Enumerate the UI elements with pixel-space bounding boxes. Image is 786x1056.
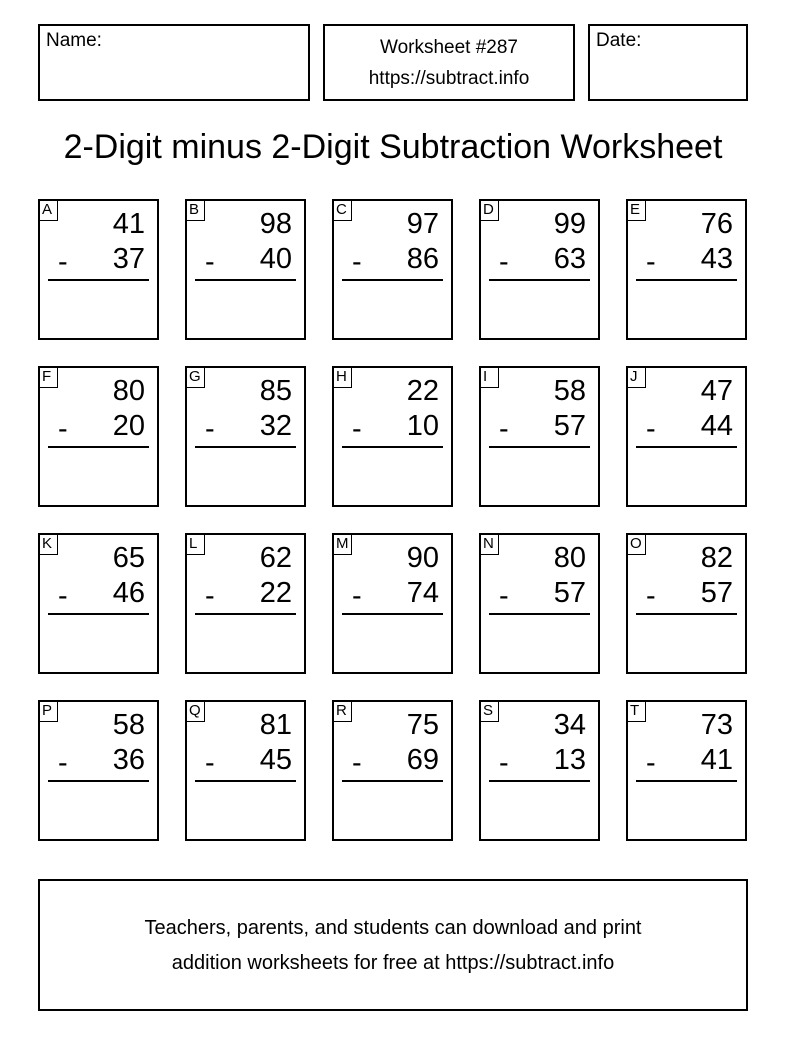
problem-card[interactable] [38, 533, 159, 674]
minuend: 47 [700, 375, 733, 407]
problem-card[interactable] [479, 533, 600, 674]
problem-card[interactable] [185, 366, 306, 507]
subtrahend: 20 [112, 410, 145, 442]
subtrahend: 69 [406, 744, 439, 776]
problem-card[interactable] [332, 366, 453, 507]
problem-card[interactable] [332, 199, 453, 340]
footer-line-1: Teachers, parents, and students can download and print [144, 917, 642, 939]
minus-sign: - [352, 580, 362, 612]
answer-line [195, 780, 296, 782]
problem-letter: C [332, 199, 352, 221]
minus-sign: - [646, 747, 656, 779]
answer-line [636, 446, 737, 448]
subtrahend: 41 [700, 744, 733, 776]
subtrahend: 44 [700, 410, 733, 442]
answer-line [195, 279, 296, 281]
problem-letter: H [332, 366, 352, 388]
date-label: Date: [596, 30, 642, 51]
minus-sign: - [58, 413, 68, 445]
problem-letter: Q [185, 700, 205, 722]
problem-card[interactable] [38, 700, 159, 841]
answer-line [342, 613, 443, 615]
answer-line [342, 446, 443, 448]
worksheet-number: Worksheet #287 [379, 37, 518, 58]
problem-letter: N [479, 533, 499, 555]
problem-card[interactable] [332, 533, 453, 674]
minuend: 41 [112, 208, 145, 240]
minus-sign: - [352, 413, 362, 445]
problem-letter: G [185, 366, 205, 388]
minus-sign: - [499, 246, 509, 278]
minuend: 58 [112, 709, 145, 741]
minuend: 99 [553, 208, 586, 240]
answer-line [48, 279, 149, 281]
subtrahend: 22 [259, 577, 292, 609]
subtrahend: 13 [553, 744, 586, 776]
answer-line [195, 446, 296, 448]
subtrahend: 37 [112, 243, 145, 275]
problem-letter: E [626, 199, 646, 221]
subtrahend: 36 [112, 744, 145, 776]
minuend: 58 [553, 375, 586, 407]
subtrahend: 74 [406, 577, 439, 609]
problem-letter: D [479, 199, 499, 221]
subtrahend: 10 [406, 410, 439, 442]
minuend: 81 [259, 709, 292, 741]
problem-letter: T [626, 700, 646, 722]
subtrahend: 46 [112, 577, 145, 609]
answer-line [48, 780, 149, 782]
subtrahend: 63 [553, 243, 586, 275]
answer-line [48, 446, 149, 448]
problem-card[interactable] [626, 199, 747, 340]
answer-line [489, 613, 590, 615]
worksheet-url: https://subtract.info [368, 68, 530, 89]
answer-line [342, 279, 443, 281]
minuend: 75 [406, 709, 439, 741]
problem-letter: O [626, 533, 646, 555]
minuend: 80 [553, 542, 586, 574]
minus-sign: - [58, 747, 68, 779]
minuend: 22 [406, 375, 439, 407]
subtrahend: 86 [406, 243, 439, 275]
minus-sign: - [58, 580, 68, 612]
problem-letter: L [185, 533, 205, 555]
problem-letter: S [479, 700, 499, 722]
problem-card[interactable] [479, 700, 600, 841]
name-field[interactable] [38, 24, 310, 101]
minuend: 97 [406, 208, 439, 240]
minuend: 62 [259, 542, 292, 574]
problem-card[interactable] [626, 533, 747, 674]
problem-letter: J [626, 366, 646, 388]
subtrahend: 43 [700, 243, 733, 275]
minuend: 98 [259, 208, 292, 240]
subtrahend: 45 [259, 744, 292, 776]
answer-line [636, 279, 737, 281]
problem-letter: A [38, 199, 58, 221]
problem-card[interactable] [479, 366, 600, 507]
date-field[interactable] [588, 24, 748, 101]
minus-sign: - [646, 246, 656, 278]
footer-box [38, 879, 748, 1011]
subtrahend: 57 [553, 410, 586, 442]
subtrahend: 57 [700, 577, 733, 609]
problem-card[interactable] [626, 700, 747, 841]
minus-sign: - [499, 747, 509, 779]
problem-letter: P [38, 700, 58, 722]
minus-sign: - [58, 246, 68, 278]
problem-card[interactable] [38, 199, 159, 340]
minuend: 76 [700, 208, 733, 240]
answer-line [195, 613, 296, 615]
problem-card[interactable] [626, 366, 747, 507]
minuend: 90 [406, 542, 439, 574]
answer-line [489, 780, 590, 782]
problem-letter: F [38, 366, 58, 388]
minuend: 73 [700, 709, 733, 741]
answer-line [636, 780, 737, 782]
minus-sign: - [205, 747, 215, 779]
problem-card[interactable] [185, 700, 306, 841]
problem-letter: R [332, 700, 352, 722]
subtrahend: 57 [553, 577, 586, 609]
minus-sign: - [205, 413, 215, 445]
minus-sign: - [646, 413, 656, 445]
answer-line [342, 780, 443, 782]
minuend: 82 [700, 542, 733, 574]
problem-letter: M [332, 533, 352, 555]
subtrahend: 40 [259, 243, 292, 275]
problem-letter: I [479, 366, 499, 388]
answer-line [489, 279, 590, 281]
answer-line [636, 613, 737, 615]
answer-line [48, 613, 149, 615]
minus-sign: - [499, 580, 509, 612]
worksheet-info-box [323, 24, 575, 101]
problem-card[interactable] [332, 700, 453, 841]
problem-letter: B [185, 199, 205, 221]
subtrahend: 32 [259, 410, 292, 442]
footer-line-2: addition worksheets for free at https://subtract.info [171, 952, 615, 974]
answer-line [489, 446, 590, 448]
minus-sign: - [205, 246, 215, 278]
problem-card[interactable] [185, 199, 306, 340]
problem-card[interactable] [38, 366, 159, 507]
problem-card[interactable] [479, 199, 600, 340]
page-title: 2-Digit minus 2-Digit Subtraction Worksheet [63, 128, 723, 166]
minus-sign: - [646, 580, 656, 612]
problem-letter: K [38, 533, 58, 555]
minuend: 65 [112, 542, 145, 574]
minus-sign: - [499, 413, 509, 445]
name-label: Name: [46, 30, 102, 51]
minus-sign: - [205, 580, 215, 612]
minus-sign: - [352, 747, 362, 779]
minus-sign: - [352, 246, 362, 278]
minuend: 80 [112, 375, 145, 407]
problem-card[interactable] [185, 533, 306, 674]
minuend: 85 [259, 375, 292, 407]
minuend: 34 [553, 709, 586, 741]
